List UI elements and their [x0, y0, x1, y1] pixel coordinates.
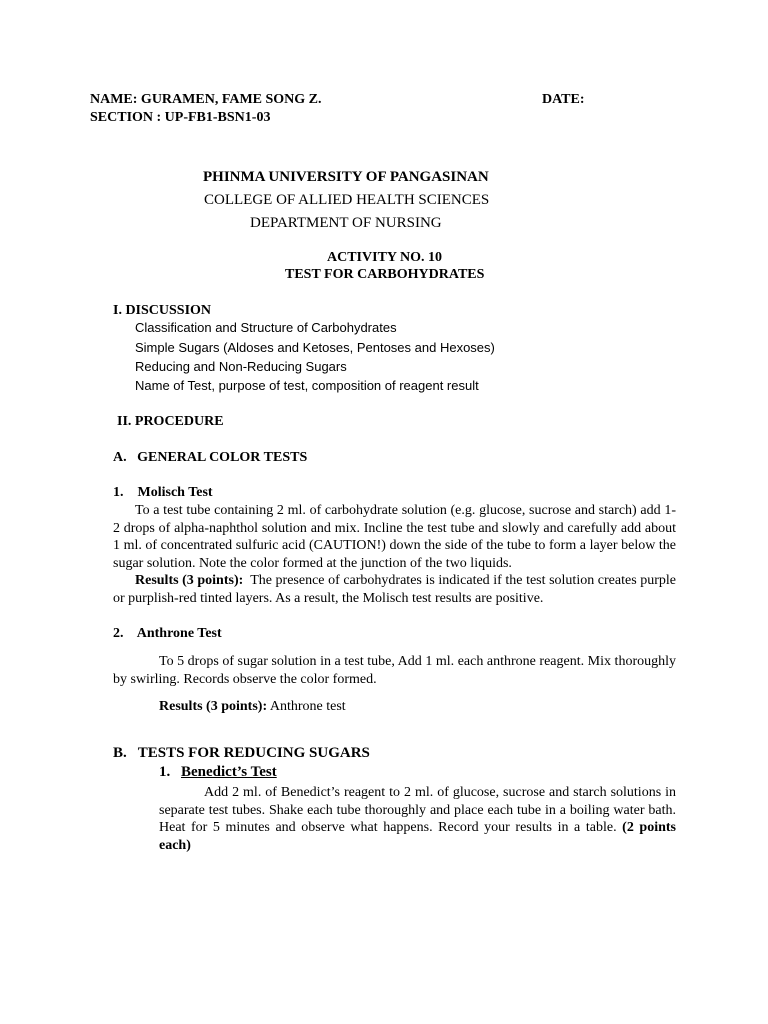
- molisch-heading: 1. Molisch Test: [113, 485, 213, 500]
- molisch-procedure-text: To a test tube containing 2 ml. of carbohydrate solution (e.g. glucose, sucrose and starch) add 1-2 drops of alpha-naphthol solution and mix. Incline the test tube and slowly and carefully add about 1 ml. of concentrated sulfuric acid (CAUTION!) down the side of the tube to form a layer below the sugar solution. Note the color formed at the junction of the two liquids.: [113, 503, 676, 571]
- benedict-procedure: [159, 784, 676, 854]
- date-label: DATE:: [542, 92, 585, 107]
- section-label: SECTION : UP-FB1-BSN1-03: [90, 110, 271, 125]
- molisch-procedure: [113, 502, 676, 572]
- college-name: COLLEGE OF ALLIED HEALTH SCIENCES: [204, 192, 490, 208]
- benedict-points: (2 points each): [159, 820, 676, 853]
- discussion-item: Classification and Structure of Carbohydrates: [135, 320, 397, 335]
- anthrone-procedure-text: To 5 drops of sugar solution in a test tube, Add 1 ml. each anthrone reagent. Mix thoroughly by swirling. Records observe the color formed.: [113, 654, 676, 687]
- benedict-heading: Benedict’s Test: [181, 764, 277, 780]
- anthrone-procedure: [113, 653, 676, 688]
- student-name: NAME: GURAMEN, FAME SONG Z.: [90, 92, 322, 107]
- department-name: DEPARTMENT OF NURSING: [250, 215, 442, 231]
- procedure-heading: II. PROCEDURE: [117, 414, 224, 429]
- anthrone-results: [159, 699, 346, 715]
- anthrone-heading: 2. Anthrone Test: [113, 626, 222, 641]
- benedict-procedure-text: Add 2 ml. of Benedict’s reagent to 2 ml. of glucose, sucrose and starch solutions in separate test tubes. Shake each tube thoroughly and place each tube in a boiling water bath. Heat for 5 minutes and observe what happens. Record your results in a table.: [159, 785, 676, 835]
- discussion-item: Reducing and Non-Reducing Sugars: [135, 359, 347, 374]
- university-name: PHINMA UNIVERSITY OF PANGASINAN: [203, 169, 489, 185]
- general-color-tests-heading: A. GENERAL COLOR TESTS: [113, 450, 308, 465]
- anthrone-results-text: Anthrone test: [269, 699, 346, 714]
- discussion-item: Name of Test, purpose of test, composition of reagent result: [135, 378, 479, 393]
- benedict-number: 1.: [159, 764, 171, 780]
- discussion-item: Simple Sugars (Aldoses and Ketoses, Pentoses and Hexoses): [135, 340, 495, 355]
- anthrone-results-label: Results (3 points):: [159, 699, 268, 714]
- activity-number: ACTIVITY NO. 10: [327, 250, 442, 265]
- reducing-sugars-heading: B. TESTS FOR REDUCING SUGARS: [113, 745, 370, 761]
- molisch-results: [113, 572, 676, 607]
- discussion-heading: I. DISCUSSION: [113, 303, 212, 318]
- molisch-results-text: The presence of carbohydrates is indicated if the test solution creates purple or purplish-red tinted layers. As a result, the Molisch test results are positive.: [113, 573, 676, 606]
- molisch-results-label: Results (3 points):: [135, 573, 244, 588]
- activity-title: TEST FOR CARBOHYDRATES: [285, 267, 485, 282]
